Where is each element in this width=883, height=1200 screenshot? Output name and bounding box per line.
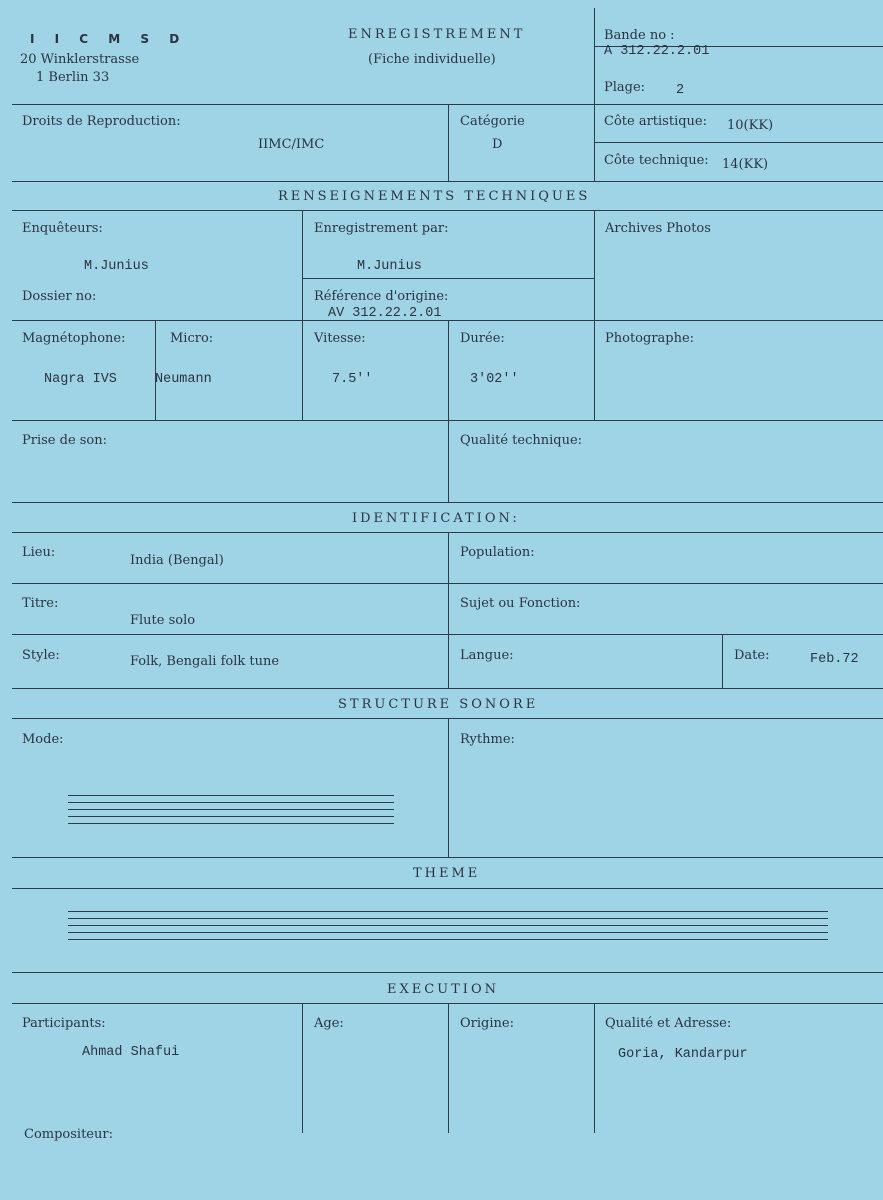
divider [594, 210, 595, 420]
participants-label: Participants: [22, 1016, 106, 1031]
divider [12, 972, 883, 973]
reference-value: AV 312.22.2.01 [328, 306, 442, 321]
date-label: Date: [734, 648, 770, 663]
divider [594, 142, 883, 143]
qualite-adresse-value: Goria, Kandarpur [618, 1047, 748, 1062]
enqueteurs-value: M.Junius [84, 259, 149, 274]
style-value: Folk, Bengali folk tune [130, 654, 280, 669]
divider [448, 1003, 449, 1133]
sujet-label: Sujet ou Fonction: [460, 596, 581, 611]
lieu-value: India (Bengal) [130, 553, 224, 568]
micro-label: Micro: [170, 331, 214, 346]
qualite-adresse-label: Qualité et Adresse: [605, 1016, 732, 1031]
enregistrement-value: M.Junius [357, 259, 422, 274]
prise-de-son-label: Prise de son: [22, 433, 108, 448]
enqueteurs-label: Enquêteurs: [22, 221, 103, 236]
divider [155, 320, 156, 420]
langue-label: Langue: [460, 648, 514, 663]
rythme-label: Rythme: [460, 732, 515, 747]
divider [12, 502, 883, 503]
divider [448, 532, 449, 688]
form-title: ENREGISTREMENT [348, 27, 526, 42]
lieu-label: Lieu: [22, 545, 56, 560]
cote-artistique-label: Côte artistique: [604, 114, 707, 129]
divider [722, 634, 723, 688]
form-subtitle: (Fiche individuelle) [368, 52, 496, 67]
photographe-label: Photographe: [605, 331, 695, 346]
divider [302, 278, 594, 279]
bande-label: Bande no : [604, 28, 675, 43]
magnetophone-label: Magnétophone: [22, 331, 126, 346]
divider [12, 181, 883, 182]
age-label: Age: [314, 1016, 344, 1031]
mode-label: Mode: [22, 732, 64, 747]
divider [12, 857, 883, 858]
plage-label: Plage: [604, 80, 646, 95]
compositeur-label: Compositeur: [24, 1127, 113, 1142]
participants-value: Ahmad Shafui [82, 1045, 180, 1060]
duree-label: Durée: [460, 331, 505, 346]
divider [448, 104, 449, 181]
section-title-identification: IDENTIFICATION: [352, 511, 520, 526]
plage-value: 2 [676, 83, 685, 98]
divider [12, 888, 883, 889]
section-title-technique: RENSEIGNEMENTS TECHNIQUES [278, 189, 591, 204]
magnetophone-value: Nagra IVS [44, 372, 117, 387]
titre-label: Titre: [22, 596, 59, 611]
origine-label: Origine: [460, 1016, 514, 1031]
dossier-label: Dossier no: [22, 289, 97, 304]
cote-artistique-value: 10(KK) [727, 118, 774, 133]
micro-value: Neumann [155, 372, 212, 387]
divider [12, 688, 883, 689]
population-label: Population: [460, 545, 535, 560]
enregistrement-label: Enregistrement par: [314, 221, 449, 236]
org-address-street: 20 Winklerstrasse [20, 52, 140, 67]
categorie-value: D [492, 137, 503, 152]
style-label: Style: [22, 648, 60, 663]
vitesse-label: Vitesse: [314, 331, 366, 346]
section-title-execution: EXECUTION [387, 982, 499, 997]
droits-value: IIMC/IMC [258, 137, 325, 152]
archives-photos-label: Archives Photos [605, 221, 711, 236]
duree-value: 3'02'' [470, 372, 519, 387]
org-address-city: 1 Berlin 33 [36, 70, 110, 85]
divider [448, 718, 449, 857]
mode-staff [68, 795, 394, 830]
divider [302, 1003, 303, 1133]
section-title-theme: THEME [413, 866, 481, 881]
bande-value: A 312.22.2.01 [604, 44, 710, 59]
divider [594, 1003, 595, 1133]
titre-value: Flute solo [130, 613, 196, 628]
vitesse-value: 7.5'' [332, 372, 373, 387]
section-title-structure: STRUCTURE SONORE [338, 697, 539, 712]
cote-technique-label: Côte technique: [604, 153, 709, 168]
divider [302, 210, 303, 420]
divider [448, 320, 449, 502]
org-logo: I I C M S D [30, 32, 188, 46]
divider [594, 8, 595, 181]
droits-label: Droits de Reproduction: [22, 114, 181, 129]
theme-staff [68, 911, 828, 946]
date-value: Feb.72 [810, 652, 859, 667]
cote-technique-value: 14(KK) [722, 157, 769, 172]
reference-label: Référence d'origine: [314, 289, 449, 304]
divider [12, 210, 883, 211]
categorie-label: Catégorie [460, 114, 525, 129]
qualite-technique-label: Qualité technique: [460, 433, 583, 448]
